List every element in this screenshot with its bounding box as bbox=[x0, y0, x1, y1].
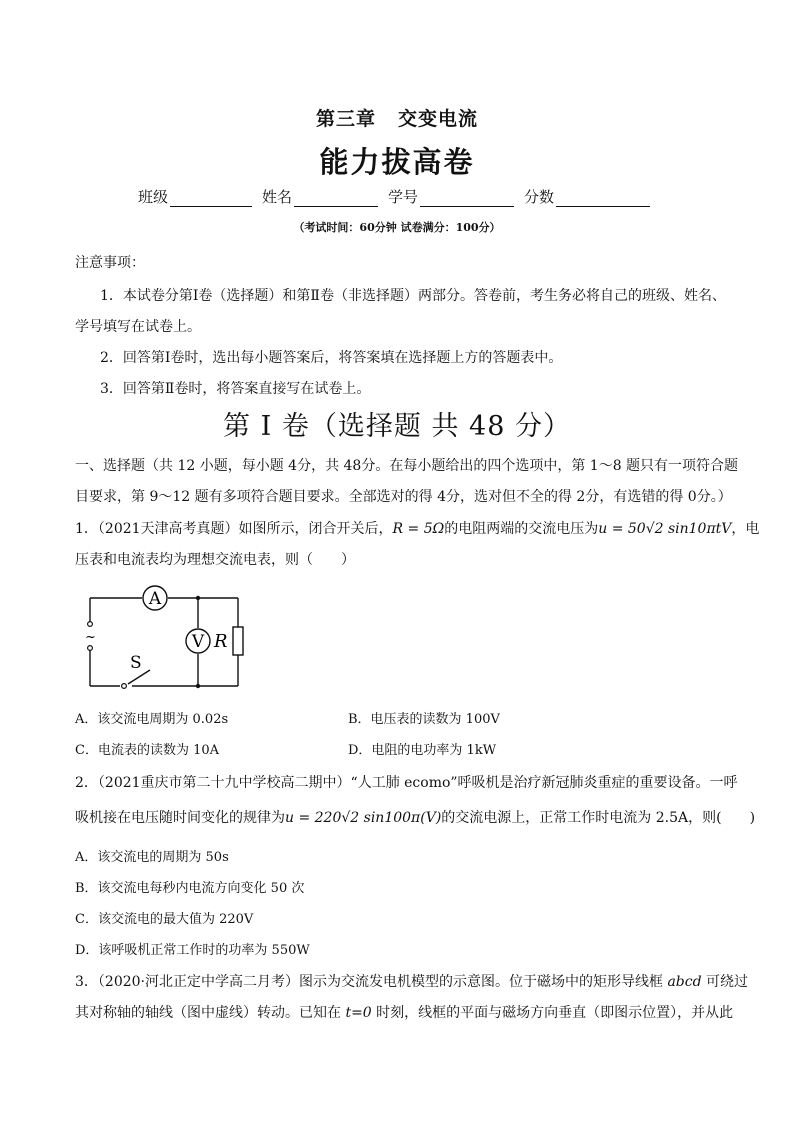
section-intro: 一、选择题（共 12 小题，每小题 4分，共 48分。在每小题给出的四个选项中，第 1～8 题只有一项符合题 bbox=[75, 458, 739, 474]
question-1-stem-cont: 压表和电流表均为理想交流电表，则（ ） bbox=[75, 552, 355, 568]
voltmeter-label: V bbox=[191, 632, 205, 652]
section-intro-cont: 目要求，第 9～12 题有多项符合题目要求。全部选对的得 4分，选对但不全的得 2分，有选错的得 0分。） bbox=[75, 489, 732, 505]
q2-option-b: B．该交流电每秒内电流方向变化 50 次 bbox=[75, 881, 305, 896]
chapter-topic: 交变电流 bbox=[398, 108, 479, 130]
question-2-stem-cont: 吸机接在电压随时间变化的规律为u = 220√2 sin100π(V)的交流电源上，正常工作时电流为 2.5A，则( ) bbox=[75, 810, 756, 826]
time-note: （考试时间：60分钟 试卷满分：100分） bbox=[293, 221, 501, 234]
resistor-symbol bbox=[233, 627, 243, 655]
q2-option-d: D．该呼吸机正常工作时的功率为 550W bbox=[75, 943, 310, 958]
q2-option-c: C．该交流电的最大值为 220V bbox=[75, 912, 254, 927]
class-field[interactable]: 班级 bbox=[138, 186, 252, 207]
question-2-stem: 2．（2021重庆市第二十九中学校高二期中）“人工肺 ecomo”呼吸机是治疗新冠肺炎重症的重要设备。一呼 bbox=[75, 775, 738, 791]
resistance-formula: R = 5Ω bbox=[392, 521, 445, 537]
q1-option-d: D．电阻的电功率为 1kW bbox=[348, 743, 497, 758]
voltage-formula: u = 50√2 sin10πtV bbox=[598, 521, 732, 537]
chapter-number: 第三章 bbox=[315, 108, 376, 130]
student-info-row bbox=[138, 186, 660, 207]
ammeter-label: A bbox=[148, 589, 162, 609]
question-1-stem: 1．（2021天津高考真题）如图所示，闭合开关后，R = 5Ω的电阻两端的交流电压为u = 50√2 sin10πtV，电 bbox=[75, 521, 760, 537]
q1-option-b: B．电压表的读数为 100V bbox=[348, 712, 500, 727]
question-3-stem: 3．（2020·河北正定中学高二月考）图示为交流发电机模型的示意图。位于磁场中的矩形导线框 abcd 可绕过 bbox=[75, 974, 749, 990]
student-id-field[interactable]: 学号 bbox=[388, 186, 514, 207]
chapter-heading bbox=[0, 104, 794, 131]
notice-heading: 注意事项： bbox=[75, 255, 145, 271]
notice-item-2: 2．回答第Ⅰ卷时，选出每小题答案后，将答案填在选择题上方的答题表中。 bbox=[100, 350, 563, 366]
q1-option-a: A．该交流电周期为 0.02s bbox=[75, 712, 229, 727]
switch-label: S bbox=[130, 653, 142, 673]
notice-item-1: 1．本试卷分第Ⅰ卷（选择题）和第Ⅱ卷（非选择题）两部分。答卷前，考生务必将自己的班级、姓名、 bbox=[100, 288, 726, 304]
question-3-stem-cont: 其对称轴的轴线（图中虚线）转动。已知在 t=0 时刻，线框的平面与磁场方向垂直（即图示位置），并从此 bbox=[75, 1005, 734, 1021]
resistor-label: R bbox=[214, 631, 228, 652]
score-field[interactable]: 分数 bbox=[524, 186, 650, 207]
notice-item-3: 3．回答第Ⅱ卷时，将答案直接写在试卷上。 bbox=[100, 381, 371, 397]
ac-source-label: ~ bbox=[85, 630, 96, 645]
circuit-diagram bbox=[80, 582, 250, 692]
notice-item-1-cont: 学号填写在试卷上。 bbox=[75, 319, 201, 335]
section-title: 第 I 卷（选择题 共 48 分） bbox=[223, 411, 571, 442]
exam-title: 能力拔高卷 bbox=[319, 145, 475, 179]
name-field[interactable]: 姓名 bbox=[262, 186, 378, 207]
q2-option-a: A．该交流电的周期为 50s bbox=[75, 850, 229, 865]
q1-option-c: C．电流表的读数为 10A bbox=[75, 743, 220, 758]
q2-voltage-formula: u = 220√2 sin100π(V) bbox=[285, 810, 442, 826]
